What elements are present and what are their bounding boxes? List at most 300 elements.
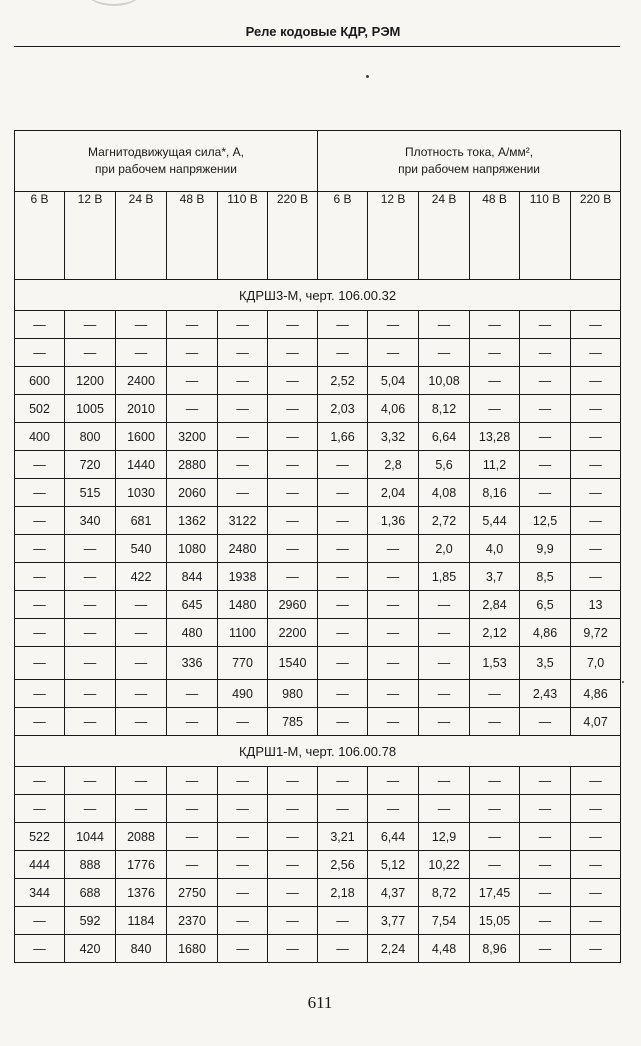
table-cell: — [167, 823, 218, 851]
table-cell: — [268, 395, 318, 423]
table-cell: — [318, 708, 368, 736]
table-cell: — [419, 647, 470, 680]
table-cell: — [368, 708, 419, 736]
table-cell: — [368, 311, 419, 339]
table-cell: — [268, 879, 318, 907]
table-cell: — [116, 795, 167, 823]
table-row [15, 395, 621, 423]
voltage-header-row [15, 192, 621, 280]
table-cell: 444 [15, 851, 65, 879]
table-row [15, 795, 621, 823]
table-cell: — [571, 879, 621, 907]
table-cell: — [571, 823, 621, 851]
table-cell: 4,86 [571, 680, 621, 708]
table-cell: — [419, 680, 470, 708]
table-cell: 3,7 [470, 563, 520, 591]
table-cell: — [318, 767, 368, 795]
table-cell: — [520, 339, 571, 367]
table-cell: — [218, 708, 268, 736]
table-cell: — [15, 563, 65, 591]
table-cell: 12,9 [419, 823, 470, 851]
table-cell: 2480 [218, 535, 268, 563]
table-cell: — [368, 619, 419, 647]
table-cell: — [167, 367, 218, 395]
table-cell: 1184 [116, 907, 167, 935]
table-row [15, 535, 621, 563]
table-cell: — [318, 311, 368, 339]
table-cell: — [520, 395, 571, 423]
table-cell: 1100 [218, 619, 268, 647]
table-cell: 5,04 [368, 367, 419, 395]
table-cell: — [318, 680, 368, 708]
table-cell: — [15, 647, 65, 680]
table-cell: — [520, 823, 571, 851]
table-cell: — [368, 647, 419, 680]
table-cell: — [419, 591, 470, 619]
table-row [15, 708, 621, 736]
table-cell: 2,43 [520, 680, 571, 708]
table-row [15, 680, 621, 708]
table-cell: 980 [268, 680, 318, 708]
table-cell: — [218, 907, 268, 935]
table-cell: 7,0 [571, 647, 621, 680]
table-cell: 10,08 [419, 367, 470, 395]
table-cell: — [318, 591, 368, 619]
table-row [15, 851, 621, 879]
table-cell: 11,2 [470, 451, 520, 479]
table-cell: — [571, 851, 621, 879]
table-cell: — [318, 647, 368, 680]
table-cell: 3122 [218, 507, 268, 535]
table-cell: — [368, 535, 419, 563]
table-row [15, 647, 621, 680]
table-cell: — [520, 907, 571, 935]
table-cell: — [218, 451, 268, 479]
table-cell: 1080 [167, 535, 218, 563]
table-cell: 522 [15, 823, 65, 851]
table-cell: — [167, 395, 218, 423]
table-cell: 844 [167, 563, 218, 591]
table-cell: — [368, 591, 419, 619]
table-cell: 10,22 [419, 851, 470, 879]
table-cell: — [318, 451, 368, 479]
table-cell: — [15, 907, 65, 935]
table-row [15, 563, 621, 591]
section-title-row [15, 736, 621, 767]
table-cell: — [268, 795, 318, 823]
table-cell: 1440 [116, 451, 167, 479]
table-cell: 888 [65, 851, 116, 879]
table-cell: — [116, 619, 167, 647]
table-cell: — [218, 767, 268, 795]
table-cell: — [268, 823, 318, 851]
table-cell: — [268, 907, 318, 935]
table-cell: 3,21 [318, 823, 368, 851]
group-header-line: Магнитодвижущая сила*, А, [88, 145, 244, 159]
table-cell: 3,5 [520, 647, 571, 680]
table-cell: — [15, 507, 65, 535]
table-cell: 840 [116, 935, 167, 963]
table-cell: — [571, 339, 621, 367]
section-title: КДРШ1-М, черт. 106.00.78 [15, 736, 621, 767]
table-cell: 681 [116, 507, 167, 535]
table-cell: — [470, 311, 520, 339]
table-cell: — [15, 795, 65, 823]
voltage-header-cell: 220 В [571, 192, 621, 280]
table-row [15, 879, 621, 907]
table-cell: — [15, 935, 65, 963]
table-cell: — [318, 935, 368, 963]
table-cell: 2,84 [470, 591, 520, 619]
table-row [15, 935, 621, 963]
table-cell: — [470, 680, 520, 708]
table-cell: — [470, 823, 520, 851]
table-cell: — [167, 795, 218, 823]
table-cell: — [368, 795, 419, 823]
table-cell: 1362 [167, 507, 218, 535]
table-cell: — [65, 619, 116, 647]
table-cell: — [65, 535, 116, 563]
table-cell: — [15, 708, 65, 736]
table-cell: 4,06 [368, 395, 419, 423]
table-cell: 1938 [218, 563, 268, 591]
table-cell: 340 [65, 507, 116, 535]
table-cell: 2,72 [419, 507, 470, 535]
group-header-line: при рабочем напряжении [398, 162, 541, 176]
table-cell: — [65, 708, 116, 736]
section-title-row [15, 280, 621, 311]
table-cell: 2,56 [318, 851, 368, 879]
table-cell: — [520, 423, 571, 451]
table-cell: 5,12 [368, 851, 419, 879]
table-cell: 2400 [116, 367, 167, 395]
table-cell: 400 [15, 423, 65, 451]
table-cell: — [65, 311, 116, 339]
table-cell: 1,53 [470, 647, 520, 680]
section-title: КДРШ3-М, черт. 106.00.32 [15, 280, 621, 311]
table-cell: — [65, 680, 116, 708]
table-cell: 688 [65, 879, 116, 907]
table-cell: — [571, 563, 621, 591]
table-cell: — [571, 795, 621, 823]
table-cell: — [116, 311, 167, 339]
table-cell: 1480 [218, 591, 268, 619]
table-cell: — [520, 479, 571, 507]
header-rule [14, 46, 620, 47]
table-cell: — [167, 311, 218, 339]
table-cell: 1,85 [419, 563, 470, 591]
table-cell: 4,07 [571, 708, 621, 736]
table-row [15, 479, 621, 507]
table-cell: — [218, 311, 268, 339]
table-cell: — [167, 767, 218, 795]
voltage-header-cell: 110 В [520, 192, 571, 280]
table-cell: 515 [65, 479, 116, 507]
table-cell: — [571, 395, 621, 423]
voltage-header-cell: 24 В [116, 192, 167, 280]
table-cell: — [65, 339, 116, 367]
voltage-header-cell: 24 В [419, 192, 470, 280]
table-cell: 8,96 [470, 935, 520, 963]
table-cell: 1600 [116, 423, 167, 451]
table-cell: — [15, 619, 65, 647]
table-cell: 420 [65, 935, 116, 963]
group-header-line: при рабочем напряжении [95, 162, 237, 176]
table-cell: 1005 [65, 395, 116, 423]
scan-speck [366, 75, 369, 78]
table-cell: — [218, 795, 268, 823]
table-cell: — [419, 795, 470, 823]
table-cell: — [268, 935, 318, 963]
table-cell: — [470, 795, 520, 823]
table-cell: 540 [116, 535, 167, 563]
table-cell: — [268, 851, 318, 879]
table-cell: — [116, 591, 167, 619]
table-cell: — [218, 367, 268, 395]
table-cell: — [470, 708, 520, 736]
table-cell: — [368, 563, 419, 591]
table-cell: — [571, 535, 621, 563]
table-cell: — [218, 423, 268, 451]
table-cell: 1030 [116, 479, 167, 507]
table-cell: — [520, 451, 571, 479]
voltage-header-cell: 6 В [15, 192, 65, 280]
table-cell: — [368, 680, 419, 708]
table-cell: — [268, 563, 318, 591]
table-row [15, 767, 621, 795]
table-cell: — [116, 647, 167, 680]
table-cell: — [167, 339, 218, 367]
table-cell: — [268, 767, 318, 795]
table-cell: — [520, 767, 571, 795]
table-cell: — [520, 367, 571, 395]
table-cell: — [268, 311, 318, 339]
table-cell: 17,45 [470, 879, 520, 907]
table-cell: 2880 [167, 451, 218, 479]
table-cell: 2,18 [318, 879, 368, 907]
table-cell: 344 [15, 879, 65, 907]
table-cell: — [268, 367, 318, 395]
table-cell: — [15, 311, 65, 339]
table-cell: — [167, 708, 218, 736]
table-row [15, 907, 621, 935]
table-cell: — [218, 339, 268, 367]
table-cell: — [116, 767, 167, 795]
table-cell: — [65, 563, 116, 591]
table-row [15, 507, 621, 535]
table-cell: — [218, 935, 268, 963]
table-row [15, 423, 621, 451]
table-cell: 1044 [65, 823, 116, 851]
table-row [15, 367, 621, 395]
table-cell: 9,72 [571, 619, 621, 647]
table-cell: 800 [65, 423, 116, 451]
table-cell: 2370 [167, 907, 218, 935]
table-cell: — [167, 851, 218, 879]
table-cell: — [520, 708, 571, 736]
table-cell: — [268, 451, 318, 479]
table-cell: — [318, 619, 368, 647]
table-cell: 9,9 [520, 535, 571, 563]
table-row [15, 339, 621, 367]
table-cell: — [419, 708, 470, 736]
table-cell: 4,08 [419, 479, 470, 507]
table-cell: 3200 [167, 423, 218, 451]
table-cell: — [218, 851, 268, 879]
table-cell: — [318, 795, 368, 823]
table-cell: 2,24 [368, 935, 419, 963]
table-cell: — [268, 535, 318, 563]
group-header-line: Плотность тока, А/мм², [405, 145, 534, 159]
table-cell: — [571, 907, 621, 935]
table-cell: — [15, 535, 65, 563]
table-cell: 770 [218, 647, 268, 680]
table-cell: 6,64 [419, 423, 470, 451]
table-cell: — [167, 680, 218, 708]
table-cell: — [318, 907, 368, 935]
table-cell: — [520, 795, 571, 823]
table-cell: 13,28 [470, 423, 520, 451]
table-cell: — [368, 339, 419, 367]
voltage-header-cell: 48 В [470, 192, 520, 280]
table-cell: 2,04 [368, 479, 419, 507]
table-cell: — [368, 767, 419, 795]
table-cell: — [268, 339, 318, 367]
voltage-header-cell: 110 В [218, 192, 268, 280]
table-cell: — [571, 507, 621, 535]
running-head: Реле кодовые КДР, РЭМ [245, 24, 401, 39]
table-cell: — [318, 507, 368, 535]
table-cell: 3,32 [368, 423, 419, 451]
table-cell: — [15, 591, 65, 619]
table-cell: 1376 [116, 879, 167, 907]
table-cell: 1200 [65, 367, 116, 395]
table-cell: 490 [218, 680, 268, 708]
table-cell: 336 [167, 647, 218, 680]
voltage-header-cell: 6 В [318, 192, 368, 280]
table-cell: 2960 [268, 591, 318, 619]
voltage-header-cell: 12 В [368, 192, 419, 280]
table-cell: — [571, 311, 621, 339]
voltage-header-cell: 48 В [167, 192, 218, 280]
table-cell: 2088 [116, 823, 167, 851]
table-cell: — [65, 591, 116, 619]
table-cell: 2750 [167, 879, 218, 907]
table-row [15, 823, 621, 851]
table-cell: — [268, 423, 318, 451]
table-cell: — [520, 935, 571, 963]
scan-speck [622, 681, 624, 683]
table-cell: 15,05 [470, 907, 520, 935]
group-header-current-density [318, 131, 621, 192]
table-cell: 6,44 [368, 823, 419, 851]
table-cell: — [15, 680, 65, 708]
scan-artifact-arc [84, 0, 144, 6]
table-cell: — [116, 708, 167, 736]
relay-data-table [14, 130, 621, 963]
table-cell: 5,6 [419, 451, 470, 479]
table-cell: 502 [15, 395, 65, 423]
table-cell: 7,54 [419, 907, 470, 935]
table-cell: 2010 [116, 395, 167, 423]
table-cell: 4,37 [368, 879, 419, 907]
table-cell: — [15, 479, 65, 507]
table-cell: 8,16 [470, 479, 520, 507]
table-cell: 6,5 [520, 591, 571, 619]
table-cell: 645 [167, 591, 218, 619]
table-cell: — [318, 535, 368, 563]
voltage-header-cell: 12 В [65, 192, 116, 280]
table-cell: — [318, 339, 368, 367]
table-cell: — [419, 767, 470, 795]
table-cell: 4,0 [470, 535, 520, 563]
table-cell: 2200 [268, 619, 318, 647]
table-cell: — [116, 339, 167, 367]
table-cell: 3,77 [368, 907, 419, 935]
table-cell: 8,72 [419, 879, 470, 907]
table-cell: — [571, 423, 621, 451]
table-cell: 480 [167, 619, 218, 647]
table-cell: — [318, 479, 368, 507]
table-cell: 12,5 [520, 507, 571, 535]
table-cell: — [571, 767, 621, 795]
table-cell: 422 [116, 563, 167, 591]
table-cell: — [470, 367, 520, 395]
table-cell: 4,86 [520, 619, 571, 647]
table-cell: — [520, 851, 571, 879]
table-cell: — [268, 479, 318, 507]
table-cell: — [470, 851, 520, 879]
table-row [15, 451, 621, 479]
table-cell: 1680 [167, 935, 218, 963]
table-cell: — [218, 823, 268, 851]
table-cell: 8,12 [419, 395, 470, 423]
table-cell: 2,03 [318, 395, 368, 423]
table-cell: — [571, 479, 621, 507]
table-cell: — [571, 367, 621, 395]
table-cell: — [470, 339, 520, 367]
table-cell: 1540 [268, 647, 318, 680]
table-cell: — [65, 795, 116, 823]
table-cell: 2,52 [318, 367, 368, 395]
table-cell: 2,0 [419, 535, 470, 563]
table-cell: — [571, 935, 621, 963]
table-cell: 2060 [167, 479, 218, 507]
table-cell: — [218, 879, 268, 907]
table-cell: — [419, 619, 470, 647]
table-cell: 600 [15, 367, 65, 395]
table-row [15, 619, 621, 647]
table-cell: — [268, 507, 318, 535]
table-cell: 592 [65, 907, 116, 935]
table-cell: — [15, 339, 65, 367]
table-cell: — [116, 680, 167, 708]
table-cell: — [520, 879, 571, 907]
table-cell: — [15, 451, 65, 479]
table-cell: — [470, 767, 520, 795]
table-cell: — [15, 767, 65, 795]
table-cell: — [571, 451, 621, 479]
table-cell: 720 [65, 451, 116, 479]
table-cell: — [419, 311, 470, 339]
table-cell: — [318, 563, 368, 591]
table-cell: — [65, 767, 116, 795]
table-cell: 8,5 [520, 563, 571, 591]
table-cell: — [218, 395, 268, 423]
table-cell: — [218, 479, 268, 507]
table-cell: — [65, 647, 116, 680]
table-cell: 4,48 [419, 935, 470, 963]
